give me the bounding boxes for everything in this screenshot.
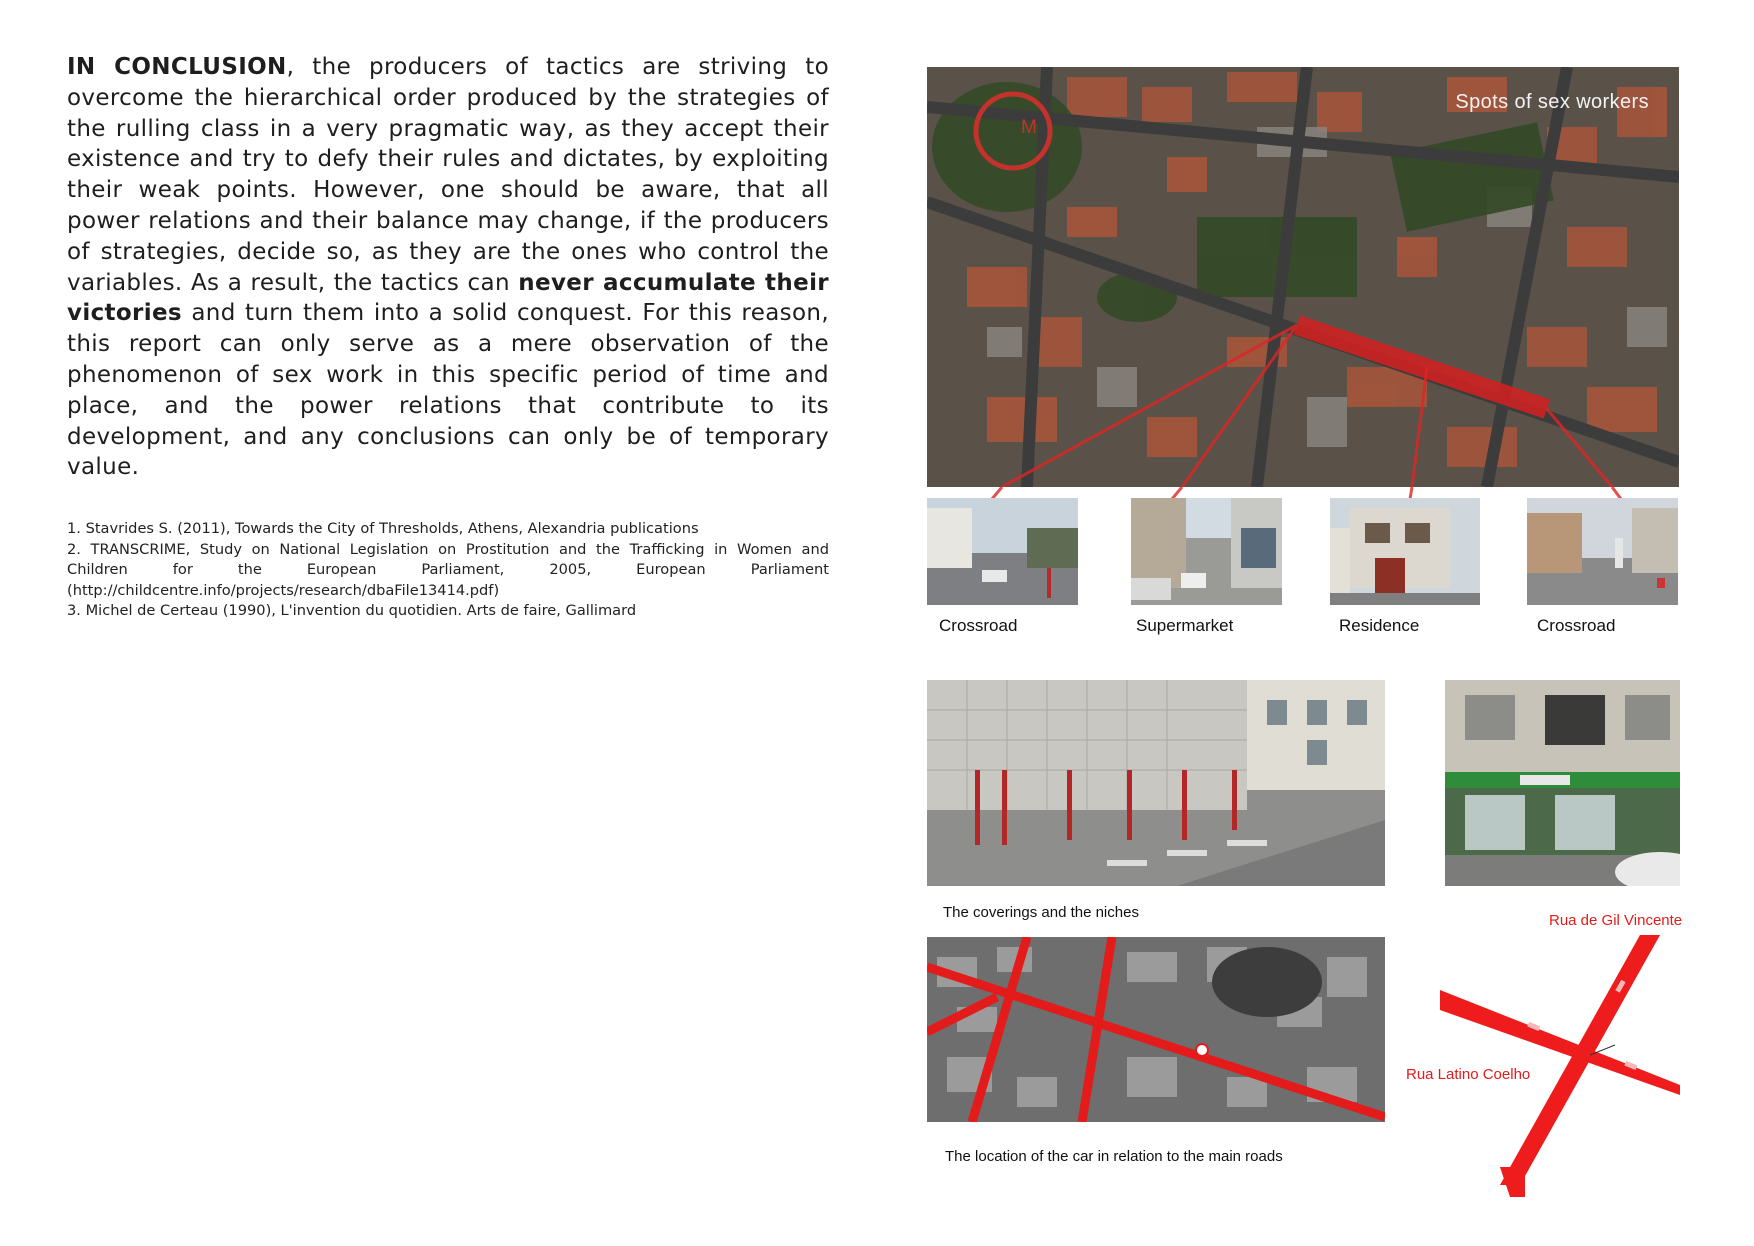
conclusion-emphasis: never accumulate their victories (67, 269, 829, 327)
street-view-photo (1131, 498, 1282, 605)
coverings-photo (927, 680, 1385, 886)
coverings-caption: The coverings and the niches (943, 904, 1139, 921)
aerial-map-image (927, 67, 1679, 487)
location-map-image (927, 937, 1385, 1122)
street-view-photo (1527, 498, 1678, 605)
street-view-caption: Supermarket (1136, 616, 1234, 635)
street-view-caption: Residence (1339, 616, 1420, 635)
reference-item: 1. Stavrides S. (2011), Towards the City of Thresholds, Athens, Alexandria publications (67, 520, 699, 537)
references-list (67, 519, 829, 622)
supermarket-photo (1445, 680, 1680, 886)
location-caption: The location of the car in relation to the main roads (945, 1148, 1283, 1165)
reference-item: 2. TRANSCRIME, Study on National Legislation on Prostitution and the Trafficking in Women and Children for the European Parliament, 2005, European Parliament (http://childcentre.info/projects/research/dbaFile13414.pdf) (67, 540, 829, 599)
aerial-map-label: Spots of sex workers (1455, 91, 1649, 113)
metro-icon: M (1021, 117, 1037, 138)
conclusion-paragraph (67, 52, 829, 483)
road-label-latino-coelho: Rua Latino Coelho (1406, 1066, 1531, 1083)
conclusion-lead: IN CONCLUSION (67, 54, 287, 80)
street-view-photo (1330, 498, 1480, 605)
street-view-photo (927, 498, 1078, 605)
conclusion-text-2: and turn them into a solid conquest. For this reason, this report can only serve as a mere observation of the phenomenon of sex work in this specific period of time and place, and the power relations that contribute to its development, and any conclusions can only be of temporary value. (67, 300, 829, 481)
street-view-caption: Crossroad (939, 616, 1018, 635)
reference-item: 3. Michel de Certeau (1990), L'invention du quotidien. Arts de faire, Gallimard (67, 602, 637, 619)
conclusion-text-1: , the producers of tactics are striving to overcome the hierarchical order produced by the strategies of the rulling class in a very pragmatic way, as they accept their existence and try to defy their rules and dictates, by exploiting their weak points. However, one should be aware, that all power relations and their balance may change, if the producers of strategies, decide so, as they are the ones who control the variables. As a result, the tactics can (67, 54, 829, 296)
street-view-caption: Crossroad (1537, 616, 1616, 635)
road-label-gil-vincente: Rua de Gil Vincente (1549, 912, 1683, 929)
